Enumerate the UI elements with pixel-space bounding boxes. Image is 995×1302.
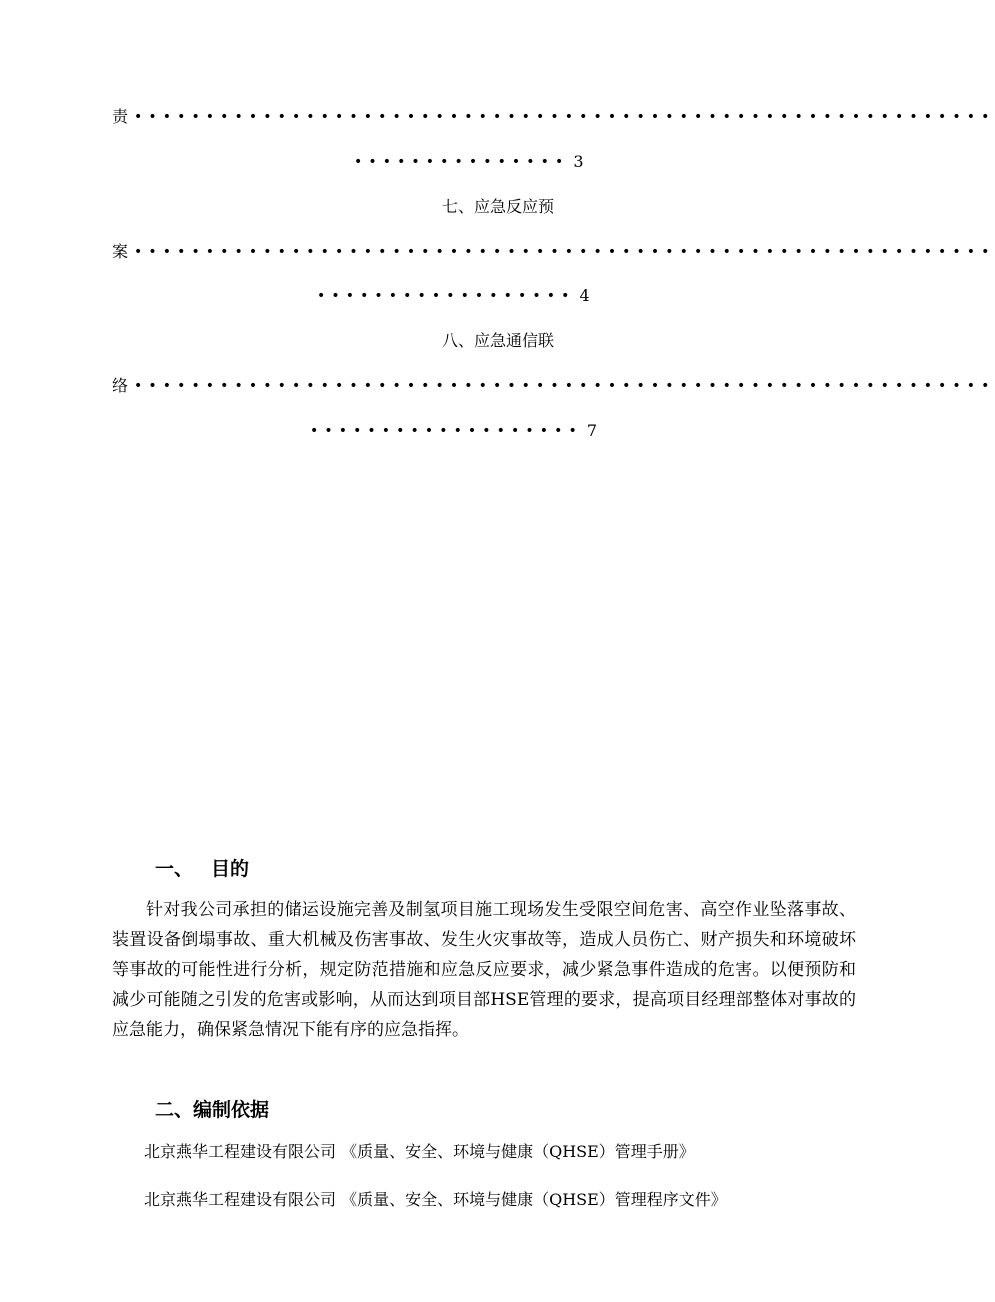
toc-lead-char: 责 bbox=[112, 107, 129, 126]
toc-entry-title[interactable]: 八、应急通信联 bbox=[442, 331, 555, 350]
section-title: 目的 bbox=[211, 858, 250, 880]
toc-entry-tail[interactable] bbox=[317, 286, 590, 306]
section-number: 一、 bbox=[155, 858, 194, 880]
toc-entry-leader[interactable] bbox=[112, 107, 995, 127]
toc-entry-leader[interactable] bbox=[112, 376, 995, 396]
toc-entry-tail[interactable] bbox=[354, 152, 584, 172]
toc-dot-leader: ••••••••••••••••••• bbox=[310, 423, 583, 439]
toc-dot-leader: •••••••••••••••••••••••••••••••••••••••••••••••••••••••••••• bbox=[134, 109, 995, 125]
toc-entry-title[interactable]: 七、应急反应预 bbox=[442, 197, 555, 216]
toc-lead-char: 案 bbox=[112, 242, 129, 261]
toc-lead-char: 络 bbox=[112, 376, 129, 395]
toc-dot-leader: •••••••••••••••••• bbox=[317, 288, 576, 304]
reference-item: 北京燕华工程建设有限公司 《质量、安全、环境与健康（QHSE）管理手册》 bbox=[144, 1142, 695, 1161]
toc-entry-leader[interactable] bbox=[112, 242, 995, 262]
toc-page-number: 4 bbox=[579, 286, 590, 305]
toc-page-number: 7 bbox=[586, 421, 597, 440]
toc-entry-tail[interactable] bbox=[310, 421, 597, 441]
purpose-paragraph: 针对我公司承担的储运设施完善及制氢项目施工现场发生受限空间危害、高空作业坠落事故、装置设备倒塌事故、重大机械及伤害事故、发生火灾事故等，造成人员伤亡、财产损失和环境破坏等事故的可能性进行分析，规定防范措施和应急反应要求，减少紧急事件造成的危害。以便预防和减少可能随之引发的危害或影响，从而达到项目部HSE管理的要求，提高项目经理部整体对事故的应急能力，确保紧急情况下能有序的应急指挥。 bbox=[112, 900, 856, 1040]
toc-dot-leader: ••••••••••••••• bbox=[354, 154, 570, 170]
toc-dot-leader: •••••••••••••••••••••••••••••••••••••••••••••••••••••••••••• bbox=[134, 244, 995, 260]
reference-item: 北京燕华工程建设有限公司 《质量、安全、环境与健康（QHSE）管理程序文件》 bbox=[144, 1190, 727, 1209]
toc-dot-leader: •••••••••••••••••••••••••••••••••••••••••••••••••••••••••••• bbox=[134, 378, 995, 394]
section-heading-basis: 二、编制依据 bbox=[155, 1099, 270, 1121]
toc-page-number: 3 bbox=[573, 152, 584, 171]
section-heading-purpose bbox=[155, 857, 249, 881]
